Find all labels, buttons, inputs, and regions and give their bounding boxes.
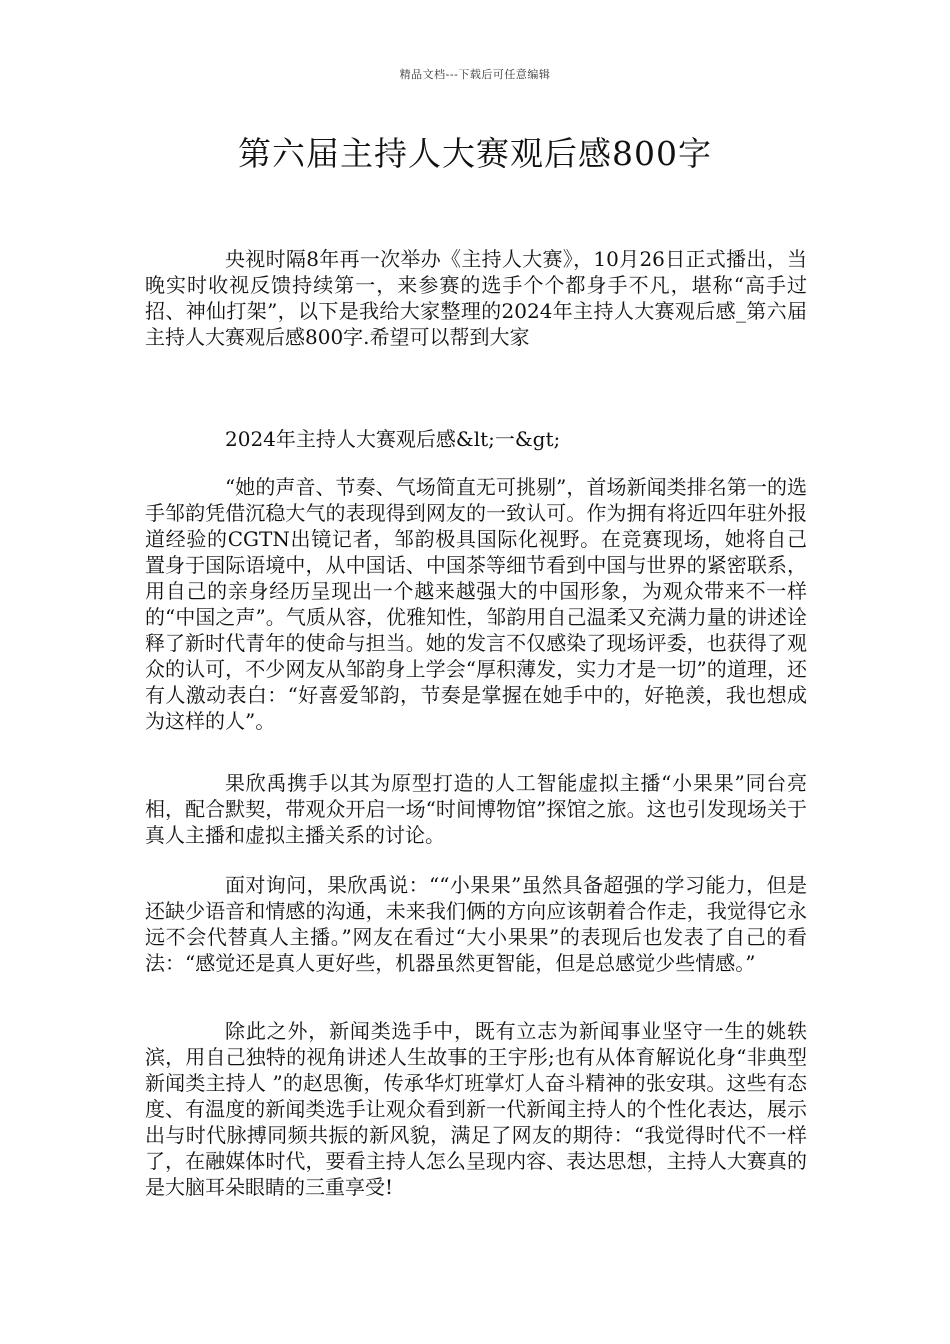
section-subtitle: 2024年主持人大赛观后感&lt;一&gt; (225, 427, 561, 451)
body-paragraph: “她的声音、节奏、气场简直无可挑剔”，首场新闻类排名第一的选手邹韵凭借沉稳大气的表现得到网友的一致认可。作为拥有将近四年驻外报道经验的CGTN出镜记者，邹韵极具国际化视野。在竞赛现场，她将自己置身于国际语境中，从中国话、中国茶等细节看到中国与世界的紧密联系，用自己的亲身经历呈现出一个越来越强大的中国形象，为观众带来不一样的“中国之声”。气质从容，优雅知性，邹韵用自己温柔又充满力量的讲述诠释了新时代青年的使命与担当。她的发言不仅感染了现场评委，也获得了观众的认可，不少网友从邹韵身上学会“厚积薄发，实力才是一切”的道理，还有人激动表白：“好喜爱邹韵，节奏是掌握在她手中的，好艳羡，我也想成为这样的人”。 (145, 475, 807, 733)
body-paragraph: 果欣禹携手以其为原型打造的人工智能虚拟主播“小果果”同台亮相，配合默契，带观众开启一场“时间博物馆”探馆之旅。这也引发现场关于真人主播和虚拟主播关系的讨论。 (145, 771, 807, 847)
page-title: 第六届主持人大赛观后感800字 (238, 134, 712, 173)
intro-paragraph: 央视时隔8年再一次举办《主持人大赛》，10月26日正式播出，当晚实时收视反馈持续第一，来参赛的选手个个都身手不凡，堪称“高手过招、神仙打架”，以下是我给大家整理的2024年主持人大赛观后感_第六届主持人大赛观后感800字.希望可以帮到大家 (145, 247, 807, 349)
header-note: 精品文档---下载后可任意编辑 (399, 68, 551, 81)
body-paragraph: 面对询问，果欣禹说：““小果果”虽然具备超强的学习能力，但是还缺少语音和情感的沟通，未来我们俩的方向应该朝着合作走，我觉得它永远不会代替真人主播。”网友在看过“大小果果”的表现后也发表了自己的看法：“感觉还是真人更好些，机器虽然更智能，但是总感觉少些情感。” (145, 873, 807, 975)
body-paragraph: 除此之外，新闻类选手中，既有立志为新闻事业坚守一生的姚轶滨，用自己独特的视角讲述人生故事的王宇彤;也有从体育解说化身“非典型新闻类主持人 ”的赵思衡，传承华灯班掌灯人奋斗精神的张安琪。这些有态度、有温度的新闻类选手让观众看到新一代新闻主持人的个性化表达，展示出与时代脉搏同频共振的新风貌，满足了网友的期待：“我觉得时代不一样了，在融媒体时代，要看主持人怎么呈现内容、表达思想，主持人大赛真的是大脑耳朵眼睛的三重享受! (145, 1019, 807, 1199)
